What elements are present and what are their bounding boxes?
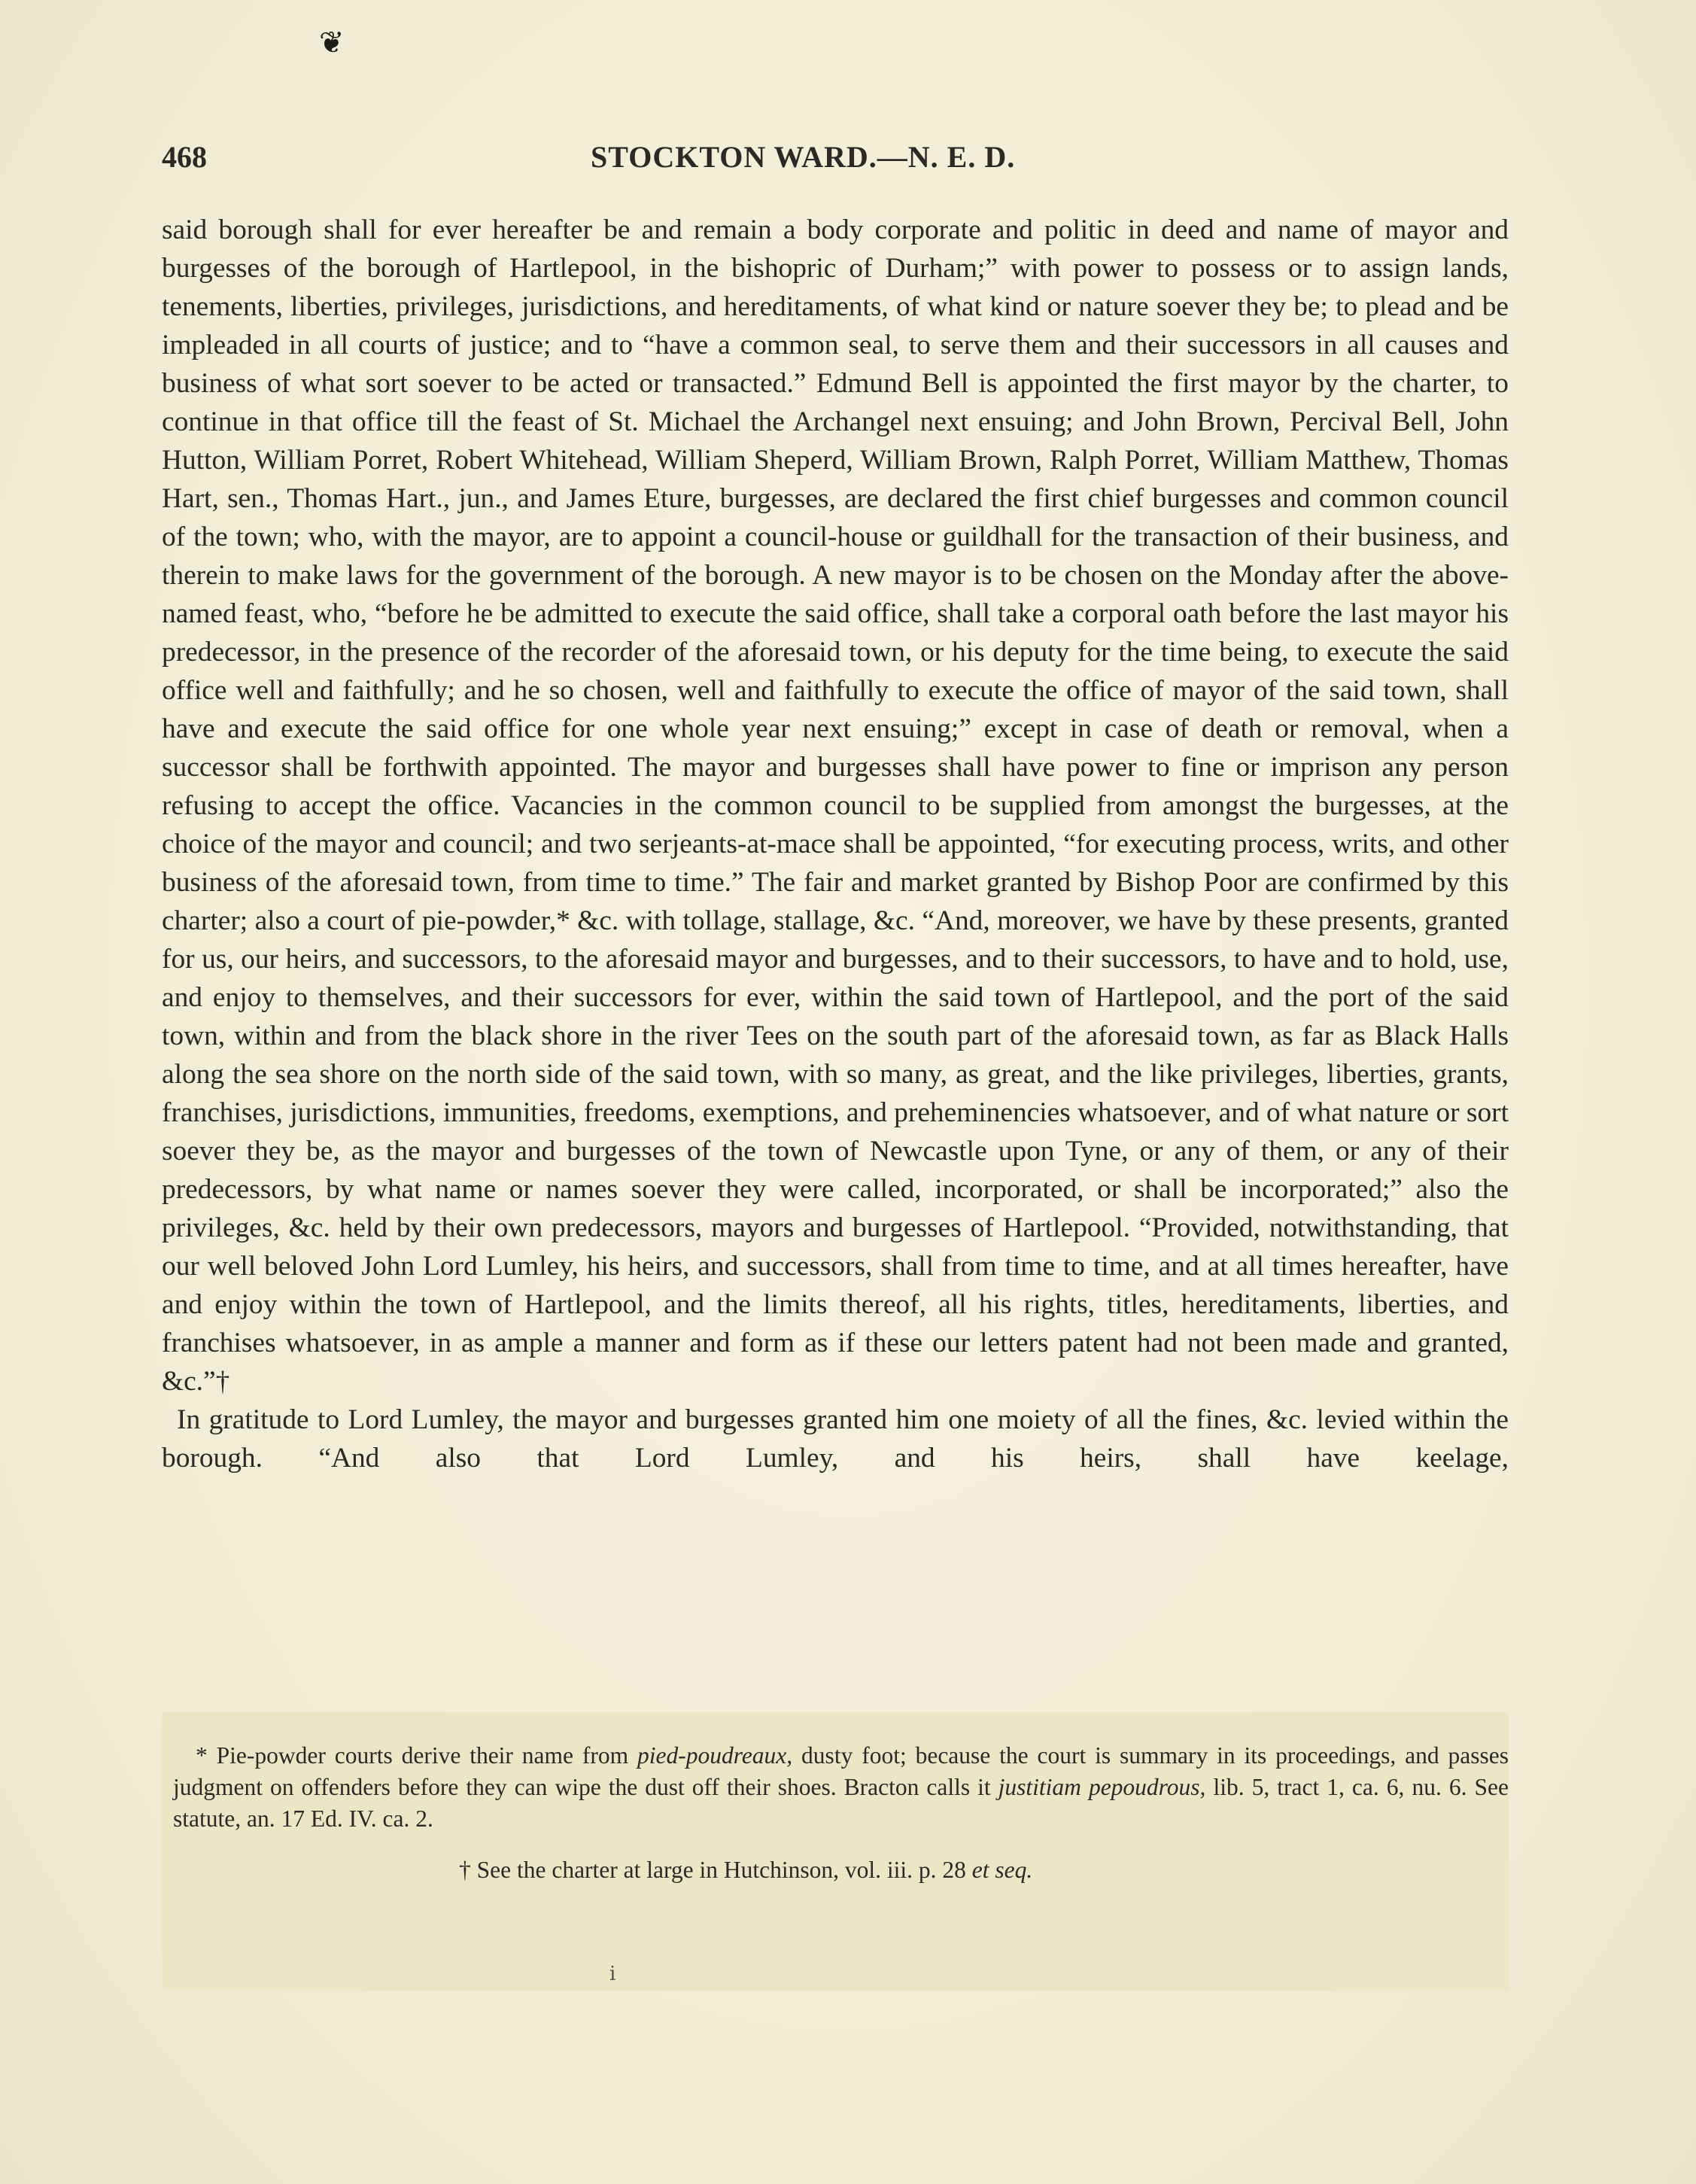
paragraph-1: said borough shall for ever hereafter be and remain a body corporate and politic in deed and name of mayor and burgesses of the borough of Hartlepool, in the bishopric of Durham;” with power to possess or to assign lands, tenements, liberties, privileges, jurisdictions, and hereditaments, of what kind or nature soever they be; to plead and be impleaded in all courts of justice; and to “have a common seal, to serve them and their successors in all causes and business of what sort soever to be acted or transacted.” Edmund Bell is appointed the first mayor by the charter, to continue in that office till the feast of St. Michael the Archangel next ensuing; and John Brown, Percival Bell, John Hutton, William Porret, Robert Whitehead, William Sheperd, William Brown, Ralph Porret, William Matthew, Thomas Hart, sen., Thomas Hart., jun., and James Eture, burgesses, are declared the first chief burgesses and common council of the town; who, with the mayor, are to appoint a council-house or guildhall for the transaction of their business, and therein to make laws for the government of the borough. A new mayor is to be chosen on the Monday after the above-named feast, who, “before he be admitted to execute the said office, shall take a corporal oath before the last mayor his predecessor, in the presence of the recorder of the aforesaid town, or his deputy for the time being, to execute the said office well and faithfully; and he so chosen, well and faithfully to execute the office of mayor of the said town, shall have and execute the said office for one whole year next ensuing;” except in case of death or removal, when a successor shall be forthwith appointed. The mayor and burgesses shall have power to fine or imprison any person refusing to accept the office. Vacancies in the common council to be supplied from amongst the burgesses, at the choice of the mayor and council; and two serjeants-at-mace shall be appointed, “for executing process, writs, and other business of the aforesaid town, from time to time.” The fair and market granted by Bishop Poor are confirmed by this charter; also a court of pie-powder,* &c. with tollage, stallage, &c. “And, moreover, we have by these presents, granted for us, our heirs, and successors, to the aforesaid mayor and burgesses, and to their successors, to have and to hold, use, and enjoy to themselves, and their successors for ever, within the said town of Hartlepool, and the port of the said town, within and from the black shore in the river Tees on the south part of the aforesaid town, as far as Black Halls along the sea shore on the north side of the said town, with so many, as great, and the like privileges, liberties, grants, franchises, jurisdictions, immunities, freedoms, exemptions, and preheminencies whatsoever, and of what nature or sort soever they be, as the mayor and burgesses of the town of Newcastle upon Tyne, or any of them, or any of their predecessors, by what name or names soever they were called, incorporated, or shall be incorporated;” also the privileges, &c. held by their own predecessors, mayors and burgesses of Hartlepool. “Provided, notwithstanding, that our well beloved John Lord Lumley, his heirs, and successors, shall from time to time, and at all times hereafter, have and enjoy within the town of Hartlepool, and the limits thereof, all his rights, titles, hereditaments, liberties, and franchises whatsoever, in as ample a manner and form as if these our letters patent had not been made and granted, &c.”† bbox=[162, 214, 1509, 1397]
footnote-charter bbox=[173, 1854, 1509, 1886]
footnotes bbox=[173, 1740, 1509, 1886]
running-head: STOCKTON WARD.—N. E. D. bbox=[591, 140, 1016, 174]
stray-mark: i bbox=[609, 1963, 616, 1985]
body-text bbox=[162, 211, 1509, 1477]
footnote-text: * Pie-powder courts derive their name from bbox=[196, 1742, 638, 1769]
footnote-text: lib. 5, tract 1, ca. 6, nu. 6. See statute, an. 17 Ed. IV. ca. 2. bbox=[173, 1774, 1509, 1832]
footnote-pie-powder bbox=[173, 1740, 1509, 1835]
paragraph-2: In gratitude to Lord Lumley, the mayor and burgesses granted him one moiety of all the fines, &c. levied within the borough. “And also that Lord Lumley, and his heirs, shall have keelage, bbox=[162, 1404, 1509, 1474]
page-header bbox=[162, 139, 1509, 181]
footnote-italic: pied-poudreaux, bbox=[637, 1742, 793, 1769]
page-number: 468 bbox=[162, 140, 207, 174]
footnote-italic: justitiam pepoudrous, bbox=[998, 1774, 1206, 1800]
footnote-italic: et seq. bbox=[971, 1857, 1033, 1883]
footnote-text: dusty foot; because the court is summary in its proceedings, and passes judgment on offenders before they can wipe the dust off their shoes. Bracton calls it bbox=[173, 1742, 1509, 1800]
ink-blot-icon: ❦ bbox=[319, 26, 345, 60]
footnote-text: † See the charter at large in Hutchinson, vol. iii. p. 28 bbox=[459, 1857, 972, 1883]
